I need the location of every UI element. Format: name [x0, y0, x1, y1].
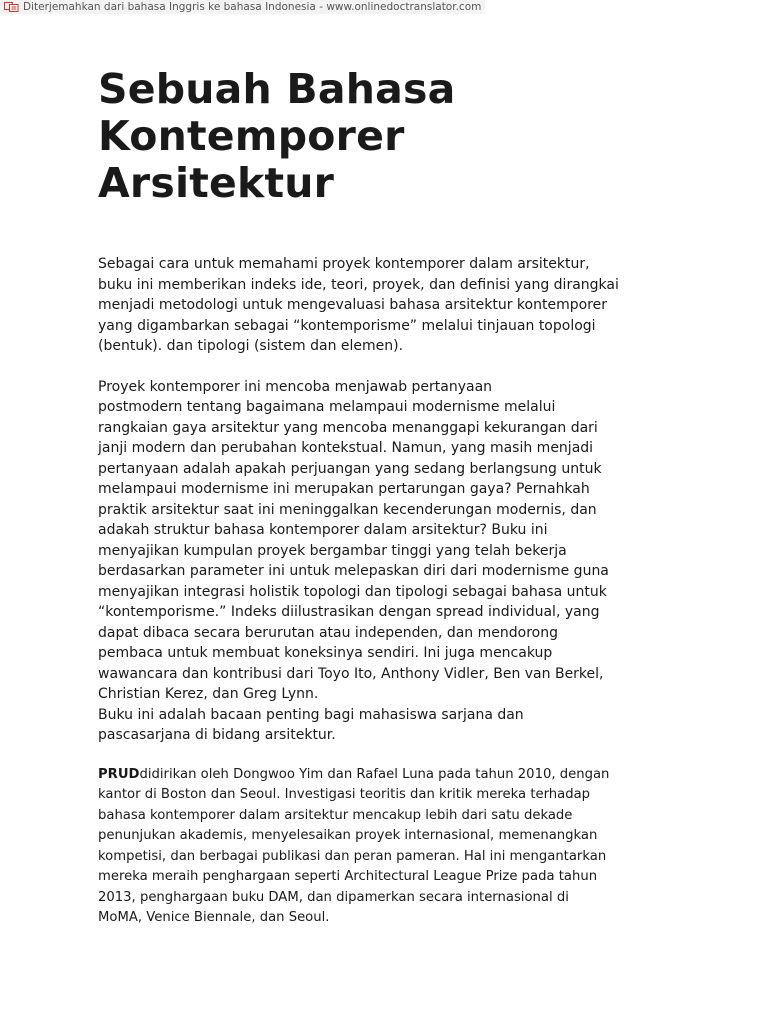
- translator-banner-text[interactable]: Diterjemahkan dari bahasa Inggris ke bahasa Indonesia - www.onlinedoctranslator.com: [23, 1, 482, 13]
- body-paragraph: Proyek kontemporer ini mencoba menjawab pertanyaan postmodern tentang bagaimana melampaui modernisme melalui rangkaian gaya arsitektur yang mencoba menanggapi kekurangan dari janji modern dan perubahan kontekstual. Namun, yang masih menjadi pertanyaan adalah apakah perjuangan yang sedang berlangsung untuk melampaui modernisme ini merupakan pertarungan gaya? Pernahkah praktik arsitektur saat ini meninggalkan kecenderungan modernis, dan adakah struktur bahasa kontemporer dalam arsitektur? Buku ini menyajikan kumpulan proyek bergambar tinggi yang telah bekerja berdasarkan parameter ini untuk melepaskan diri dari modernisme guna menyajikan integrasi holistik topologi dan tipologi sebagai bahasa untuk “kontemporisme.” Indeks diilustrasikan dengan spread individual, yang dapat dibaca secara berurutan atau independen, dan mendorong pembaca untuk membuat koneksinya sendiri. Ini juga mencakup wawancara dan kontribusi dari Toyo Ito, Anthony Vidler, Ben van Berkel, Christian Kerez, dan Greg Lynn.: [98, 378, 609, 702]
- title-line: Sebuah Bahasa: [98, 65, 456, 113]
- closing-paragraph: Buku ini adalah bacaan penting bagi mahasiswa sarjana dan pascasarjana di bidang arsitektur.: [98, 706, 524, 743]
- translate-icon: [4, 2, 19, 12]
- page-title: [98, 66, 658, 207]
- author-bio: [98, 765, 658, 929]
- intro-paragraph: Sebagai cara untuk memahami proyek kontemporer dalam arsitektur, buku ini memberikan indeks ide, teori, proyek, dan definisi yang dirangkai menjadi metodologi untuk mengevaluasi bahasa arsitektur kontemporer yang digambarkan sebagai “kontemporisme” melalui tinjauan topologi (bentuk). dan tipologi (sistem dan elemen).: [98, 256, 619, 354]
- document-body: [98, 66, 658, 942]
- translator-banner[interactable]: [0, 0, 485, 14]
- title-line: Arsitektur: [98, 159, 335, 207]
- bio-name: PRUD: [98, 766, 140, 782]
- bio-text: didirikan oleh Dongwoo Yim dan Rafael Luna pada tahun 2010, dengan kantor di Boston dan Seoul. Investigasi teoritis dan kritik mereka terhadap bahasa kontemporer dalam arsitektur mencakup lebih dari satu dekade penunjukan akademis, menyelesaikan proyek internasional, memenangkan kompetisi, dan berbagai publikasi dan peran pameran. Hal ini mengantarkan mereka meraih penghargaan seperti Architectural League Prize pada tahun 2013, penghargaan buku DAM, dan dipamerkan secara internasional di MoMA, Venice Biennale, dan Seoul.: [98, 766, 610, 925]
- title-line: Kontemporer: [98, 112, 405, 160]
